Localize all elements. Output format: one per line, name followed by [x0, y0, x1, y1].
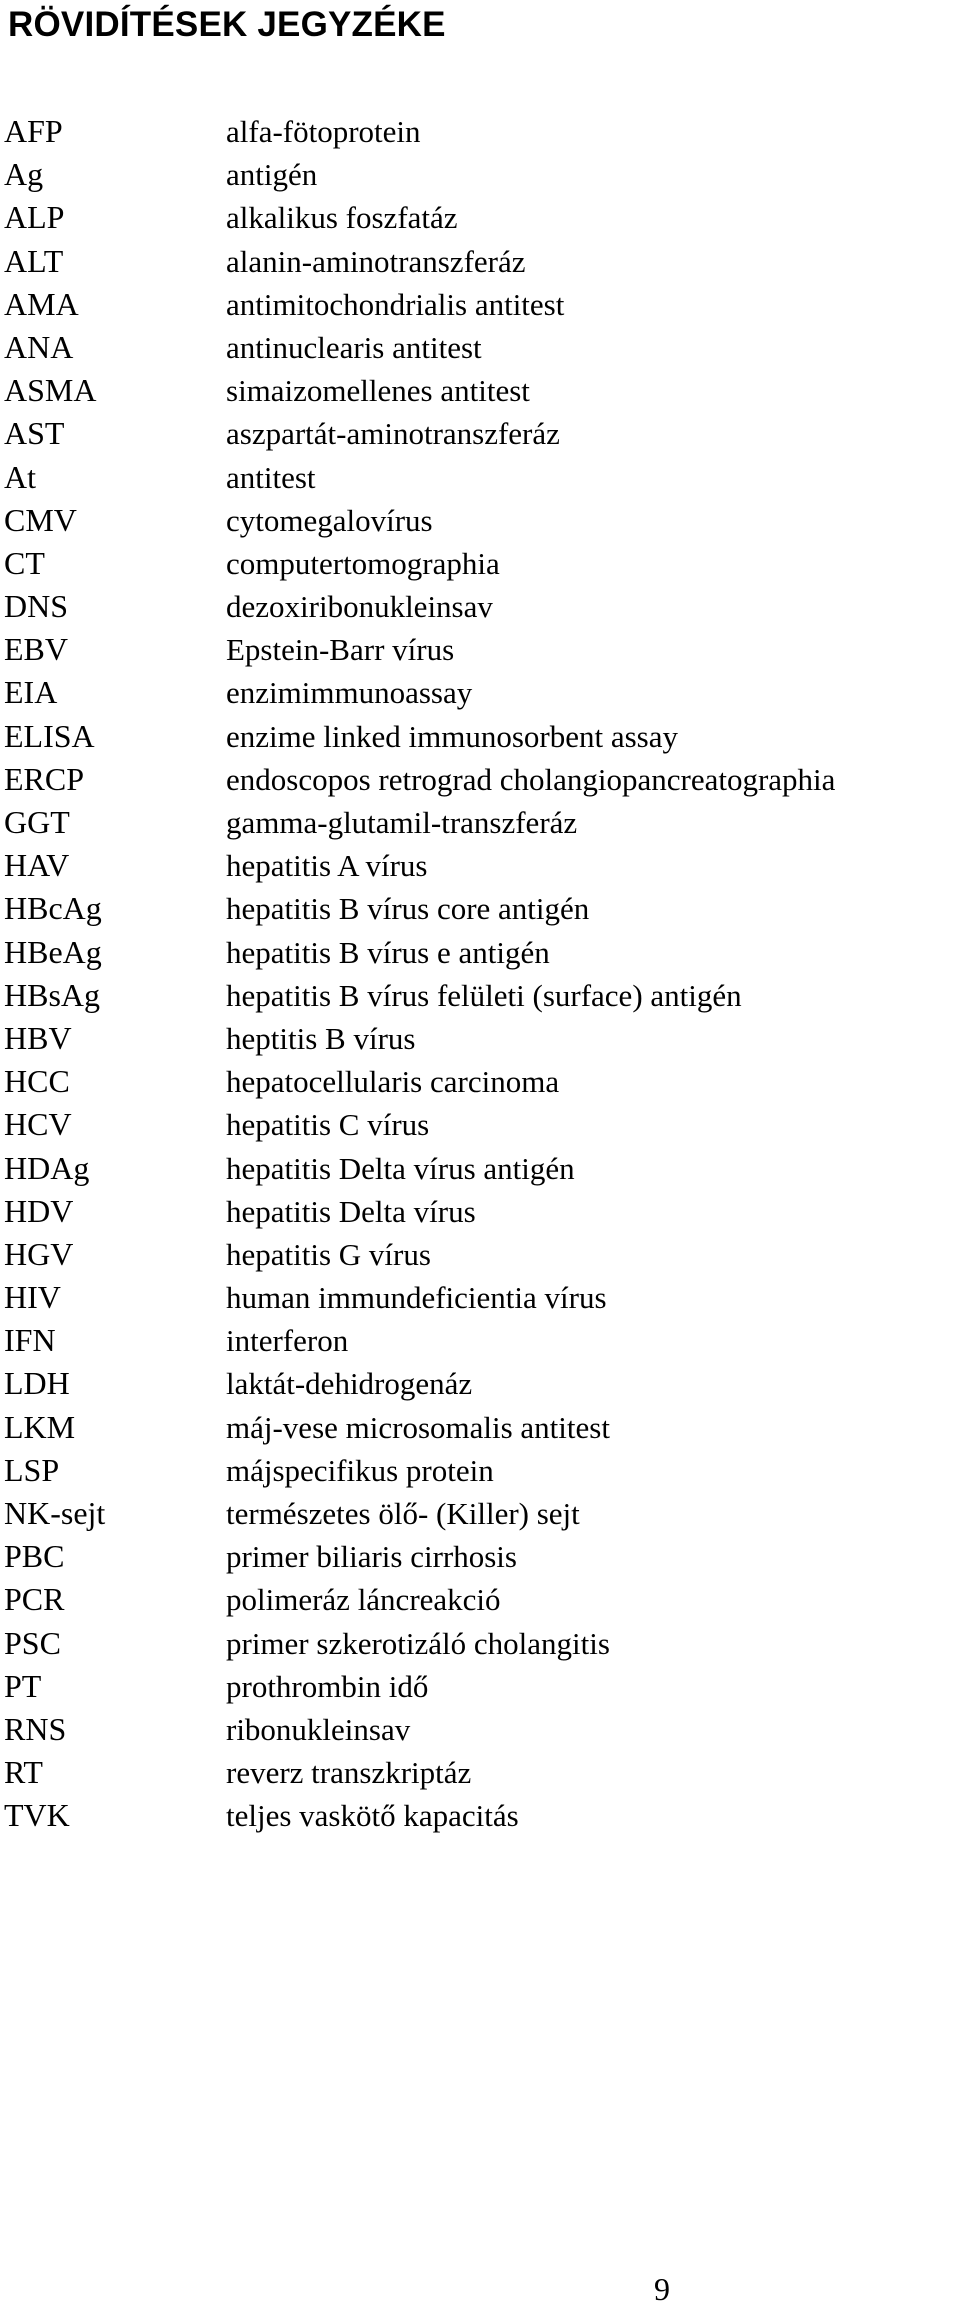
- abbreviation-term: At: [4, 458, 36, 495]
- abbreviation-row: [0, 499, 960, 542]
- abbreviation-term: HBV: [4, 1019, 72, 1056]
- abbreviation-term: HCV: [4, 1106, 72, 1143]
- abbreviation-term: PSC: [4, 1624, 61, 1661]
- abbreviation-term: AMA: [4, 285, 79, 322]
- abbreviation-list: [0, 110, 960, 1838]
- abbreviation-term: ANA: [4, 328, 74, 365]
- abbreviation-term: ELISA: [4, 717, 95, 754]
- abbreviation-definition: hepatitis B vírus e antigén: [226, 934, 550, 970]
- abbreviation-row: [0, 196, 960, 239]
- abbreviation-term: PBC: [4, 1538, 65, 1575]
- abbreviation-term: IFN: [4, 1322, 56, 1359]
- abbreviation-definition: aszpartát-aminotranszferáz: [226, 416, 560, 452]
- abbreviation-row: [0, 542, 960, 585]
- abbreviation-term: HBsAg: [4, 976, 101, 1013]
- abbreviation-definition: antinuclearis antitest: [226, 329, 482, 365]
- abbreviation-row: [0, 671, 960, 714]
- abbreviation-term: HGV: [4, 1235, 74, 1272]
- abbreviation-definition: alkalikus foszfatáz: [226, 200, 458, 236]
- abbreviation-term: HAV: [4, 847, 70, 884]
- abbreviation-definition: prothrombin idő: [226, 1668, 429, 1704]
- abbreviation-definition: hepatitis A vírus: [226, 848, 428, 884]
- abbreviation-definition: heptitis B vírus: [226, 1020, 416, 1056]
- abbreviation-row: [0, 153, 960, 196]
- abbreviation-row: [0, 1751, 960, 1794]
- abbreviation-definition: hepatitis B vírus core antigén: [226, 891, 590, 927]
- abbreviation-definition: polimeráz láncreakció: [226, 1582, 501, 1618]
- abbreviation-definition: Epstein-Barr vírus: [226, 632, 455, 668]
- abbreviation-term: HBcAg: [4, 890, 102, 927]
- abbreviation-term: PT: [4, 1667, 42, 1704]
- abbreviation-row: [0, 585, 960, 628]
- abbreviation-definition: máj-vese microsomalis antitest: [226, 1409, 610, 1445]
- abbreviation-row: [0, 1708, 960, 1751]
- abbreviation-definition: antitest: [226, 459, 316, 495]
- abbreviation-term: AST: [4, 415, 65, 452]
- page-title: RÖVIDÍTÉSEK JEGYZÉKE: [8, 5, 446, 44]
- abbreviation-row: [0, 1449, 960, 1492]
- abbreviation-definition: cytomegalovírus: [226, 502, 433, 538]
- abbreviation-term: GGT: [4, 804, 70, 840]
- abbreviation-row: [0, 110, 960, 153]
- abbreviation-definition: enzime linked immunosorbent assay: [226, 718, 678, 754]
- abbreviation-row: [0, 412, 960, 455]
- abbreviation-row: [0, 758, 960, 801]
- abbreviation-row: [0, 326, 960, 369]
- abbreviation-definition: antigén: [226, 157, 318, 193]
- abbreviation-row: [0, 1190, 960, 1233]
- abbreviation-definition: human immundeficientia vírus: [226, 1280, 607, 1316]
- abbreviation-definition: dezoxiribonukleinsav: [226, 589, 493, 625]
- abbreviation-row: [0, 715, 960, 758]
- abbreviation-row: [0, 1103, 960, 1146]
- abbreviation-row: [0, 1362, 960, 1405]
- abbreviation-row: [0, 801, 960, 844]
- abbreviation-row: [0, 1578, 960, 1621]
- abbreviation-term: HDV: [4, 1192, 74, 1229]
- abbreviation-term: ERCP: [4, 760, 85, 797]
- abbreviation-definition: computertomographia: [226, 545, 500, 581]
- abbreviation-term: Ag: [4, 156, 44, 193]
- abbreviation-row: [0, 1794, 960, 1837]
- abbreviation-row: [0, 887, 960, 930]
- abbreviation-term: RT: [4, 1754, 43, 1791]
- abbreviation-term: AFP: [4, 113, 63, 149]
- abbreviation-row: [0, 456, 960, 499]
- abbreviation-term: NK-sejt: [4, 1495, 106, 1531]
- abbreviation-term: HIV: [4, 1279, 61, 1316]
- abbreviation-row: [0, 931, 960, 974]
- abbreviation-definition: hepatitis G vírus: [226, 1236, 431, 1272]
- abbreviation-definition: hepatitis B vírus felületi (surface) antigén: [226, 977, 742, 1013]
- abbreviation-definition: primer szkerotizáló cholangitis: [226, 1625, 610, 1661]
- abbreviation-row: [0, 1535, 960, 1578]
- abbreviation-definition: alfa-fötoprotein: [226, 114, 421, 149]
- abbreviation-term: ASMA: [4, 372, 97, 409]
- abbreviation-row: [0, 1147, 960, 1190]
- abbreviation-row: [0, 1233, 960, 1276]
- abbreviation-definition: hepatitis Delta vírus: [226, 1193, 476, 1229]
- abbreviation-definition: ribonukleinsav: [226, 1711, 411, 1747]
- abbreviation-term: TVK: [4, 1797, 70, 1834]
- abbreviation-row: [0, 1319, 960, 1362]
- abbreviation-row: [0, 1622, 960, 1665]
- abbreviation-term: HBeAg: [4, 933, 102, 970]
- abbreviation-term: RNS: [4, 1710, 67, 1747]
- abbreviation-row: [0, 974, 960, 1017]
- abbreviation-term: CMV: [4, 501, 77, 538]
- abbreviation-definition: interferon: [226, 1323, 349, 1359]
- abbreviation-term: ALT: [4, 242, 64, 279]
- abbreviation-term: HCC: [4, 1063, 70, 1100]
- abbreviation-definition: reverz transzkriptáz: [226, 1755, 472, 1791]
- abbreviation-term: ALP: [4, 199, 65, 236]
- abbreviation-row: [0, 240, 960, 283]
- abbreviation-definition: alanin-aminotranszferáz: [226, 243, 526, 279]
- abbreviation-definition: simaizomellenes antitest: [226, 373, 530, 409]
- abbreviation-definition: primer biliaris cirrhosis: [226, 1539, 517, 1575]
- abbreviation-definition: májspecifikus protein: [226, 1452, 494, 1488]
- abbreviation-definition: hepatocellularis carcinoma: [226, 1064, 560, 1100]
- abbreviation-row: [0, 369, 960, 412]
- abbreviation-term: LKM: [4, 1408, 76, 1445]
- abbreviation-term: HDAg: [4, 1149, 90, 1186]
- abbreviation-definition: teljes vaskötő kapacitás: [226, 1798, 519, 1834]
- abbreviation-row: [0, 1665, 960, 1708]
- abbreviation-row: [0, 1492, 960, 1535]
- abbreviation-definition: enzimimmunoassay: [226, 675, 473, 711]
- abbreviation-definition: gamma-glutamil-transzferáz: [226, 805, 578, 840]
- abbreviation-definition: antimitochondrialis antitest: [226, 286, 565, 322]
- abbreviation-term: LDH: [4, 1365, 70, 1402]
- abbreviation-definition: természetes ölő- (Killer) sejt: [226, 1496, 580, 1531]
- abbreviation-term: EBV: [4, 631, 68, 668]
- abbreviation-term: EIA: [4, 674, 58, 711]
- abbreviation-definition: endoscopos retrograd cholangiopancreatographia: [226, 761, 836, 797]
- abbreviation-row: [0, 1060, 960, 1103]
- abbreviation-row: [0, 283, 960, 326]
- abbreviation-definition: hepatitis Delta vírus antigén: [226, 1150, 575, 1186]
- abbreviation-term: LSP: [4, 1451, 60, 1488]
- abbreviation-term: DNS: [4, 588, 69, 625]
- abbreviation-row: [0, 628, 960, 671]
- abbreviation-definition: hepatitis C vírus: [226, 1107, 430, 1143]
- abbreviation-term: PCR: [4, 1581, 65, 1618]
- abbreviation-definition: laktát-dehidrogenáz: [226, 1366, 473, 1402]
- abbreviation-row: [0, 1017, 960, 1060]
- abbreviation-term: CT: [4, 544, 45, 581]
- abbreviation-row: [0, 1406, 960, 1449]
- abbreviation-row: [0, 844, 960, 887]
- abbreviation-row: [0, 1276, 960, 1319]
- page-number: 9: [654, 2271, 670, 2307]
